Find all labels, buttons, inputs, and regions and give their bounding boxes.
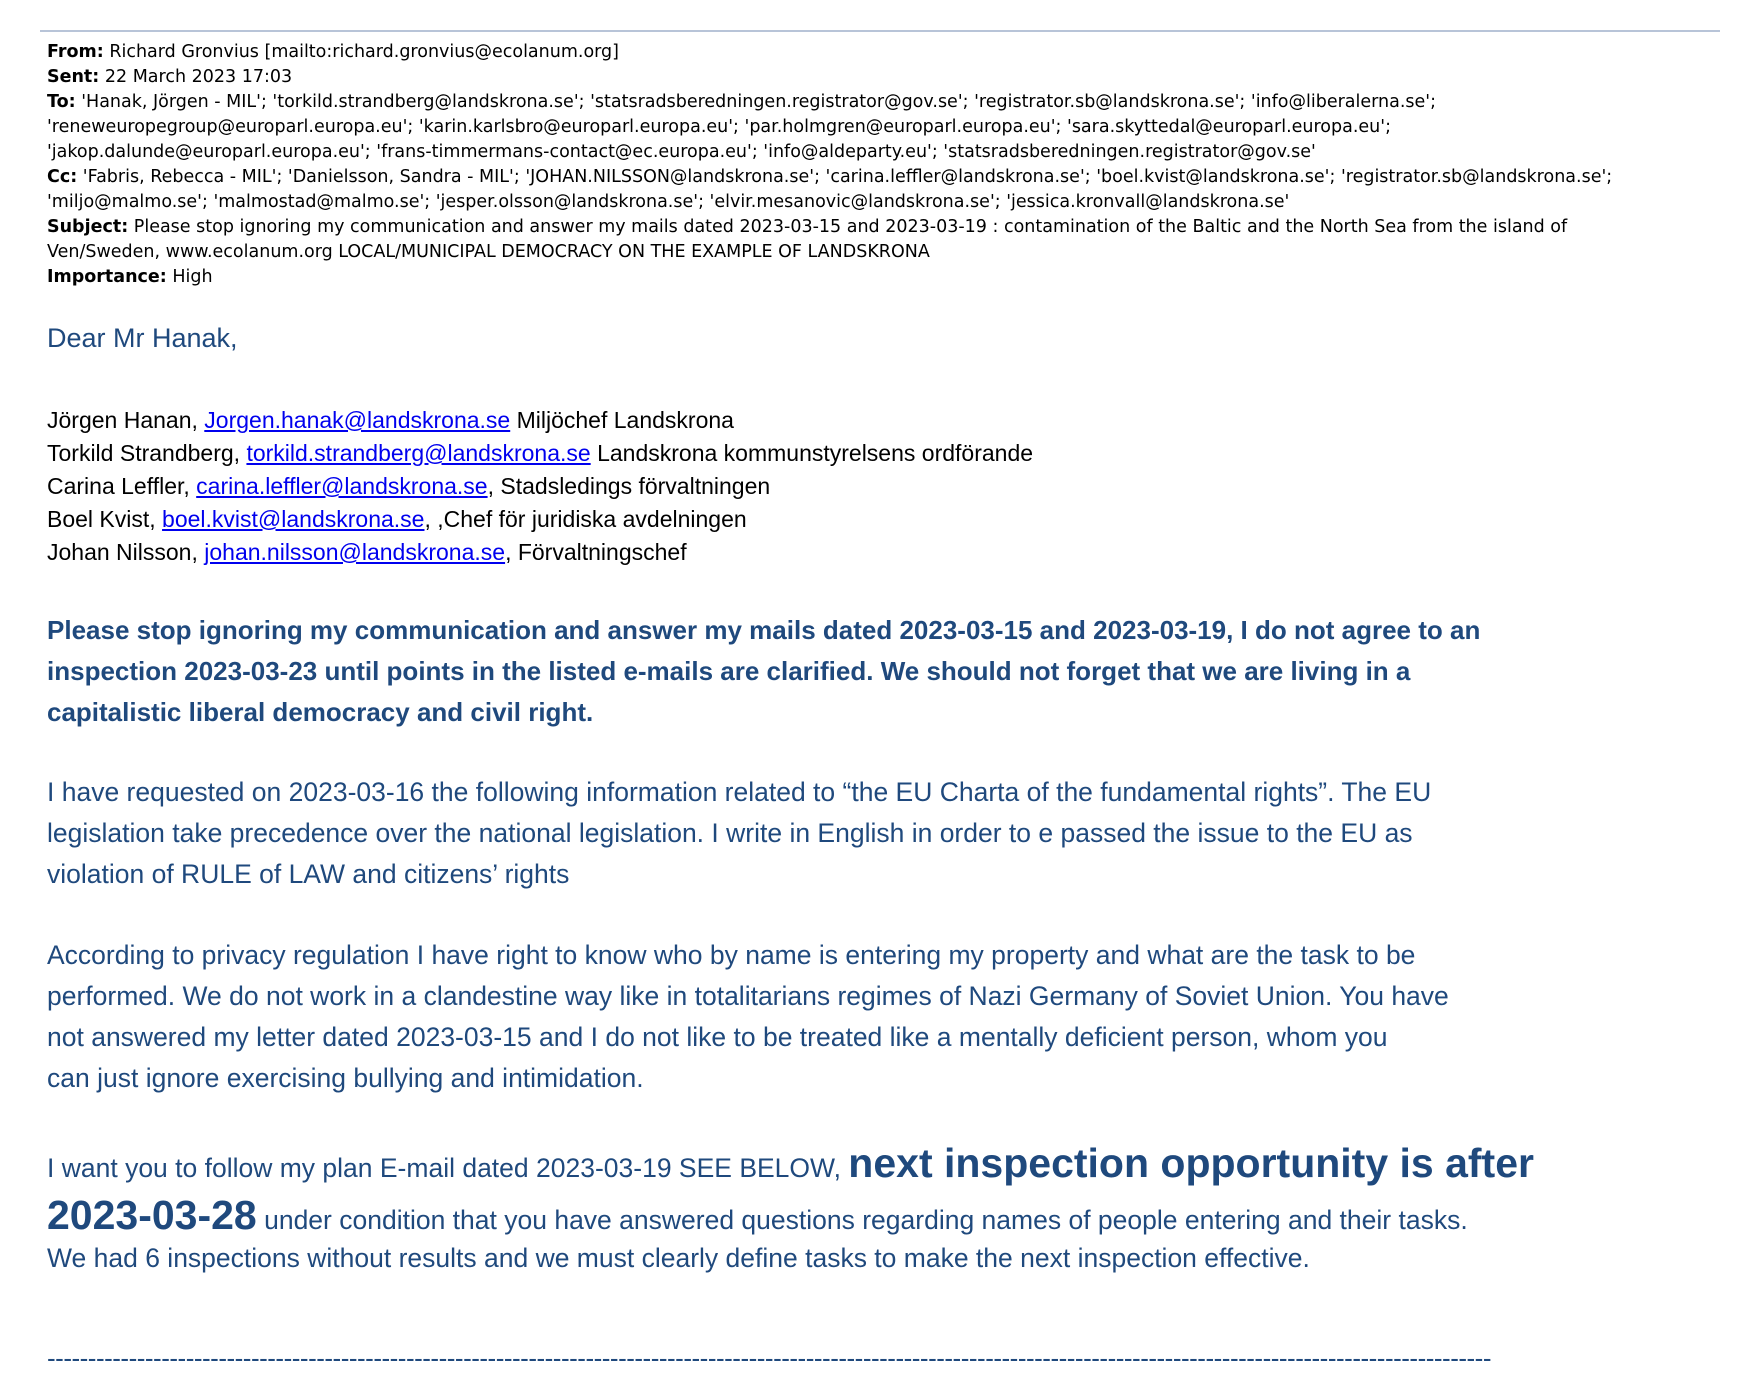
header-divider xyxy=(40,30,1720,32)
demand-line: inspection 2023-03-23 until points in the listed e-mails are clarified. We should not forget that we are living in a xyxy=(47,656,1411,686)
plan-line: We had 6 inspections without results and we must clearly define tasks to make the next inspection effective. xyxy=(47,1243,1310,1273)
contact-name: Carina Leffler, xyxy=(47,473,197,499)
sent-row xyxy=(47,65,1727,90)
contact-role: , ,Chef för juridiska avdelningen xyxy=(424,506,747,532)
subject-row xyxy=(47,215,1727,240)
privacy-line: performed. We do not work in a clandestine way like in totalitarians regimes of Nazi Germany of Soviet Union. You have xyxy=(47,981,1449,1011)
cc-value-line2: 'miljo@malmo.se'; 'malmostad@malmo.se'; 'jesper.olsson@landskrona.se'; 'elvir.mesanovic@landskrona.se'; 'jessica.kronvall@landskrona.se' xyxy=(47,192,1290,212)
contact-role: Landskrona kommunstyrelsens ordförande xyxy=(590,440,1034,466)
to-row xyxy=(47,90,1727,115)
demand-line: capitalistic liberal democracy and civil right. xyxy=(47,697,594,727)
contact-role: , Förvaltningschef xyxy=(505,539,687,565)
to-value-line3: 'jakop.dalunde@europarl.europa.eu'; 'frans-timmermans-contact@ec.europa.eu'; 'info@aldeparty.eu'; 'statsradsberedningen.registrator@gov.se' xyxy=(47,142,1316,162)
privacy-line: can just ignore exercising bullying and intimidation. xyxy=(47,1063,644,1093)
from-row xyxy=(47,40,1727,65)
cc-row xyxy=(47,165,1727,190)
importance-row xyxy=(47,265,1727,290)
contact-name: Torkild Strandberg, xyxy=(47,440,247,466)
request-paragraph xyxy=(47,772,1727,895)
contact-row xyxy=(47,470,1347,503)
contact-row xyxy=(47,404,1347,437)
request-line: legislation take precedence over the national legislation. I write in English in order to e passed the issue to the EU as xyxy=(47,818,1413,848)
plan-emphasis: next inspection opportunity is after xyxy=(848,1140,1534,1186)
privacy-paragraph xyxy=(47,935,1727,1099)
plan-line xyxy=(47,1140,1727,1192)
contact-email-link[interactable]: boel.kvist@landskrona.se xyxy=(162,506,425,532)
email-header xyxy=(47,40,1727,290)
subject-label: Subject: xyxy=(47,217,129,237)
contact-role: Miljöchef Landskrona xyxy=(510,407,734,433)
from-value: Richard Gronvius [mailto:richard.gronvius@ecolanum.org] xyxy=(109,42,619,62)
demand-line: Please stop ignoring my communication and answer my mails dated 2023-03-15 and 2023-03-19, I do not agree to an xyxy=(47,615,1481,645)
contact-name: Jörgen Hanan, xyxy=(47,407,205,433)
subject-value-line1: Please stop ignoring my communication and answer my mails dated 2023-03-15 and 2023-03-19 : contamination of the Baltic and the North Sea from the island of xyxy=(133,217,1568,237)
demand-paragraph xyxy=(47,610,1727,733)
plan-line xyxy=(47,1192,1727,1244)
importance-value: High xyxy=(172,267,213,287)
contact-row xyxy=(47,437,1347,470)
contact-row xyxy=(47,536,1347,569)
contact-email-link[interactable]: Jorgen.hanak@landskrona.se xyxy=(204,407,511,433)
greeting: Dear Mr Hanak, xyxy=(47,323,238,353)
to-value-line2: 'reneweuropegroup@europarl.europa.eu'; 'karin.karlsbro@europarl.europa.eu'; 'par.holmgren@europarl.europa.eu'; 'sara.skyttedal@europarl.europa.eu'; xyxy=(47,117,1391,137)
plan-paragraph xyxy=(47,1140,1727,1279)
importance-label: Importance: xyxy=(47,267,167,287)
contact-email-link[interactable]: johan.nilsson@landskrona.se xyxy=(204,539,506,565)
contact-email-link[interactable]: torkild.strandberg@landskrona.se xyxy=(246,440,591,466)
contact-email-link[interactable]: carina.leffler@landskrona.se xyxy=(196,473,488,499)
contact-row xyxy=(47,503,1347,536)
plan-intro: I want you to follow my plan E-mail dated 2023-03-19 SEE BELOW, xyxy=(47,1153,849,1183)
separator-line: --------------------------------------------------------------------------------------------------------------------------------------------------------------------------------- xyxy=(47,1343,1492,1373)
contact-name: Johan Nilsson, xyxy=(47,539,205,565)
cc-label: Cc: xyxy=(47,167,78,187)
privacy-line: not answered my letter dated 2023-03-15 and I do not like to be treated like a mentally deficient person, whom you xyxy=(47,1022,1388,1052)
privacy-line: According to privacy regulation I have right to know who by name is entering my property and what are the task to be xyxy=(47,940,1416,970)
sent-value: 22 March 2023 17:03 xyxy=(104,67,293,87)
contact-list xyxy=(47,404,1347,569)
from-label: From: xyxy=(47,42,104,62)
request-line: violation of RULE of LAW and citizens’ rights xyxy=(47,859,570,889)
contact-role: , Stadsledings förvaltningen xyxy=(487,473,771,499)
subject-value-line2: Ven/Sweden, www.ecolanum.org LOCAL/MUNICIPAL DEMOCRACY ON THE EXAMPLE OF LANDSKRONA xyxy=(47,242,930,262)
to-label: To: xyxy=(47,92,76,112)
plan-condition: under condition that you have answered questions regarding names of people entering and their tasks. xyxy=(256,1205,1468,1235)
request-line: I have requested on 2023-03-16 the following information related to “the EU Charta of the fundamental rights”. The EU xyxy=(47,777,1432,807)
sent-label: Sent: xyxy=(47,67,100,87)
to-value-line1: 'Hanak, Jörgen - MIL'; 'torkild.strandberg@landskrona.se'; 'statsradsberedningen.registrator@gov.se'; 'registrator.sb@landskrona.se'; 'info@liberalerna.se'; xyxy=(81,92,1437,112)
cc-value-line1: 'Fabris, Rebecca - MIL'; 'Danielsson, Sandra - MIL'; 'JOHAN.NILSSON@landskrona.se'; 'carina.leffler@landskrona.se'; 'boel.kvist@landskrona.se'; 'registrator.sb@landskrona.se'; xyxy=(82,167,1613,187)
plan-date-emphasis: 2023-03-28 xyxy=(47,1192,257,1238)
contact-name: Boel Kvist, xyxy=(47,506,163,532)
